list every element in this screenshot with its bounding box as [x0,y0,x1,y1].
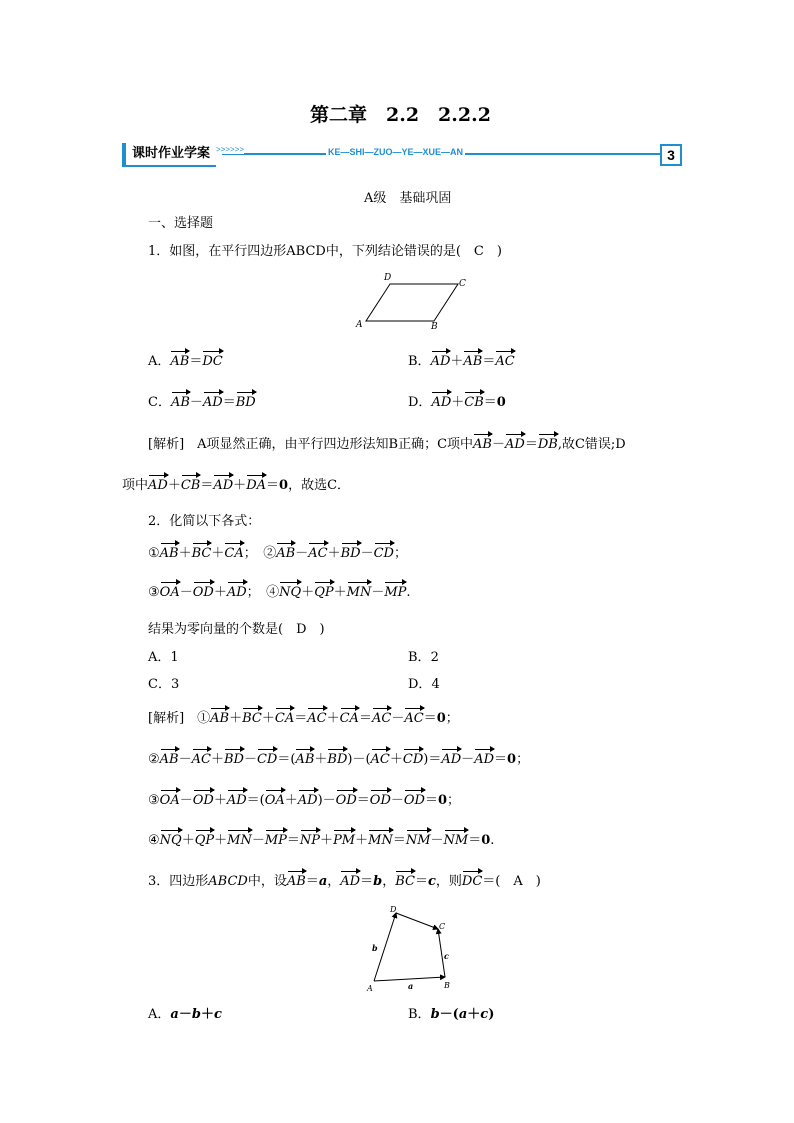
banner-number: 3 [667,147,675,163]
q2-analysis-1: [解析] ①AB＋BC＋CA＝AC＋CA＝AC－AC＝0； [148,707,459,726]
label-b: b [372,943,378,953]
q3-stem: 3．四边形ABCD中，设AB＝a，AD＝b，BC＝c，则DC＝( A ) [148,870,541,889]
q2-stem: 2．化简以下各式： [148,514,261,529]
quadrilateral-figure [362,903,462,995]
label-a: a [408,981,414,991]
q1-option-a-letter: A． [148,354,171,369]
q1-option-d-letter: D． [408,395,432,410]
parallelogram-figure [350,268,480,333]
q1-option-b: B．AD＋AB＝AC [408,350,515,369]
q2-option-b: B．2 [408,650,439,665]
section-heading: 一、选择题 [148,216,214,231]
page-title: 第二章 2.2 2.2.2 [310,104,491,126]
vector-dc [396,913,438,929]
label-A: A [367,984,373,993]
q2-question: 结果为零向量的个数是( D ) [148,622,325,637]
q1-analysis-line2: 项中AD＋CB＝AD＋DA＝0，故选C． [122,474,350,493]
q2-analysis-4: ④NQ＋QP＋MN－MP＝NP＋PM＋MN＝NM－NM＝0. [148,829,494,848]
label-B: B [431,322,438,332]
q1-option-a: A．AB＝DC [148,350,223,369]
q1-option-b-letter: B． [408,354,431,369]
q1-option-d: D．AD＋CB＝0 [408,391,506,410]
q1-option-c: C．AB－AD＝BD [148,391,256,410]
banner-chevrons: >>>>>> [216,145,245,154]
section-banner [122,143,682,169]
label-B: B [444,981,450,990]
parallelogram-shape [366,284,458,321]
q2-line2: ③OA－OD＋AD； ④NQ＋QP＋MN－MP. [148,581,411,600]
label-C: C [459,279,466,289]
label-c: c [444,951,449,961]
banner-label: 课时作业学案 [132,146,211,161]
q1-option-c-letter: C． [148,395,171,410]
q1-stem [148,240,502,259]
q2-option-d: D．4 [408,677,440,692]
q3-option-a: A．a－b＋c [148,1007,222,1022]
banner-pinyin: KE—SHI—ZUO—YE—XUE—AN [328,147,464,157]
label-A: A [356,320,363,330]
q2-analysis-2: ②AB－AC＋BD－CD＝(AB＋BD)－(AC＋CD)＝AD－AD＝0； [148,748,529,767]
banner-label-box [122,143,216,167]
q1-stem-text: 1．如图，在平行四边形ABCD中，下列结论错误的是( C ) [148,244,502,259]
label-D: D [384,273,392,283]
q2-line1: ①AB＋BC＋CA； ②AB－AC＋BD－CD； [148,542,407,561]
label-C: C [439,922,446,931]
label-D: D [390,905,397,914]
banner-number-box [660,144,682,166]
q2-option-a: A．1 [148,650,179,665]
q3-option-b: B．b－(a＋c) [408,1007,495,1022]
q2-option-c: C．3 [148,677,180,692]
level-heading: A级 基础巩固 [364,191,452,206]
q2-analysis-3: ③OA－OD＋AD＝(OA＋AD)－OD＝OD－OD＝0； [148,789,460,808]
q1-analysis-line1: [解析] A项显然正确，由平行四边形法知B正确；C项中AB－AD＝DB,故C错误;D [148,433,626,452]
